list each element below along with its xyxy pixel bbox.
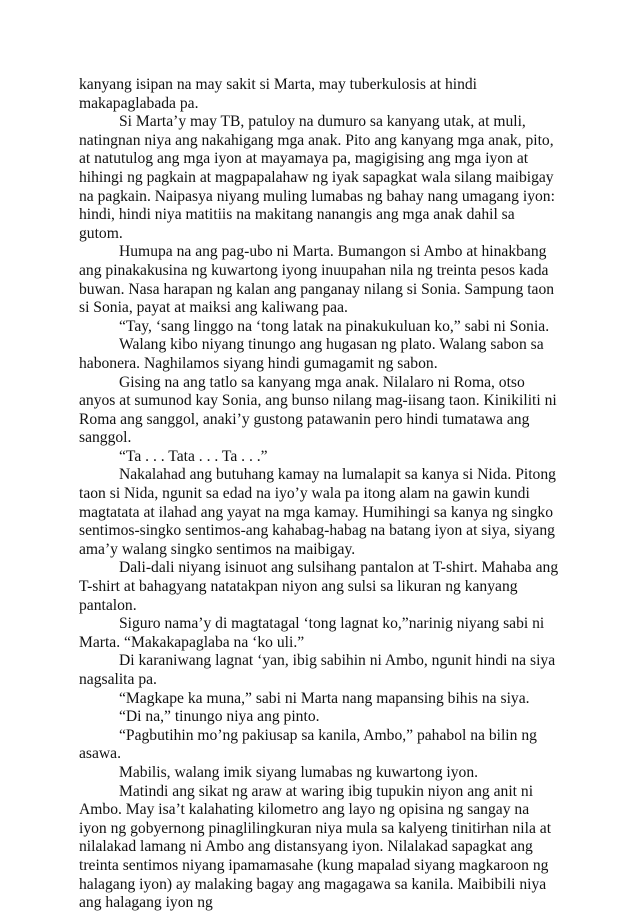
- paragraph: Di karaniwang lagnat ‘yan, ibig sabihin ni Ambo, ngunit hindi na siya nagsalita pa.: [79, 652, 556, 688]
- paragraph: “Ta . . . Tata . . . Ta . . .”: [119, 447, 268, 465]
- paragraph: Walang kibo niyang tinungo ang hugasan ng plato. Walang sabon sa habonera. Naghilamos siyang hindi gumagamit ng sabon.: [79, 336, 544, 372]
- paragraph: “Tay, ‘sang linggo na ‘tong latak na pinakukuluan ko,” sabi ni Sonia.: [119, 317, 550, 335]
- paragraph: kanyang isipan na may sakit si Marta, may tuberkulosis at hindi makapaglabada pa.: [79, 76, 477, 112]
- paragraph: Matindi ang sikat ng araw at waring ibig tupukin niyon ang anit ni Ambo. May isa’t kalahating kilometro ang layo ng opisina ng sangay na iyon ng gobyernong pinaglilingkuran niya mula sa kalyeng tinitirhan nila at nilalakad lamang ni Ambo ang distansyang iyon. Nilalakad sapagkat ang treinta sentimos niyang ipamamasahe (kung mapalad siyang magkaroon ng halagang iyon) ay malaking bagay ang magagawa sa kanila. Maibibili niya ang halagang iyon ng: [79, 782, 552, 912]
- paragraph: Mabilis, walang imik siyang lumabas ng kuwartong iyon.: [119, 763, 479, 781]
- paragraph: “Di na,” tinungo niya ang pinto.: [119, 708, 320, 726]
- paragraph: Siguro nama’y di magtatagal ‘tong lagnat ko,”narinig niyang sabi ni Marta. “Makakapaglaba na ‘ko uli.”: [79, 615, 545, 651]
- paragraph: Nakalahad ang butuhang kamay na lumalapit sa kanya si Nida. Pitong taon si Nida, ngunit sa edad na iyo’y wala pa itong alam na gawin kundi magtatata at ilahad ang yayat na mga kamay. Humihingi sa kanya ng singko sentimos-singko sentimos-ang kahabag-habag na batang iyon at siya, siyang ama’y walang singko sentimos na maibigay.: [79, 466, 556, 558]
- document-body: [79, 76, 559, 913]
- paragraph: Dali-dali niyang isinuot ang sulsihang pantalon at T-shirt. Mahaba ang T-shirt at bahagyang natatakpan niyon ang sulsi sa likuran ng kanyang pantalon.: [79, 559, 559, 614]
- paragraph: Humupa na ang pag-ubo ni Marta. Bumangon si Ambo at hinakbang ang pinakakusina ng kuwartong iyong inuupahan nila ng treinta pesos kada buwan. Nasa harapan ng kalan ang panganay nilang si Sonia. Sampung taon si Sonia, payat at maiksi ang kaliwang paa.: [79, 243, 555, 317]
- paragraph: Si Marta’y may TB, patuloy na dumuro sa kanyang utak, at muli, natingnan niya ang nakahigang mga anak. Pito ang kanyang mga anak, pito, at natutulog ang mga iyon at mayamaya pa, magigising ang mga iyon at hihingi ng pagkain at magpapalahaw ng iyak sapagkat wala silang maibigay na pagkain. Naipasya niyang muling lumabas ng bahay nang umagang iyon: hindi, hindi niya matitiis na makitang nanangis ang mga anak dahil sa gutom.: [79, 113, 555, 242]
- paragraph: “Pagbutihin mo’ng pakiusap sa kanila, Ambo,” pahabol na bilin ng asawa.: [79, 726, 537, 763]
- paragraph: Gising na ang tatlo sa kanyang mga anak. Nilalaro ni Roma, otso anyos at sumunod kay Sonia, ang bunso nilang mag-iisang taon. Kinikiliti ni Roma ang sanggol, anaki’y gustong patawanin pero hindi tumatawa ang sanggol.: [79, 373, 557, 447]
- paragraph: “Magkape ka muna,” sabi ni Marta nang mapansing bihis na siya.: [119, 689, 530, 707]
